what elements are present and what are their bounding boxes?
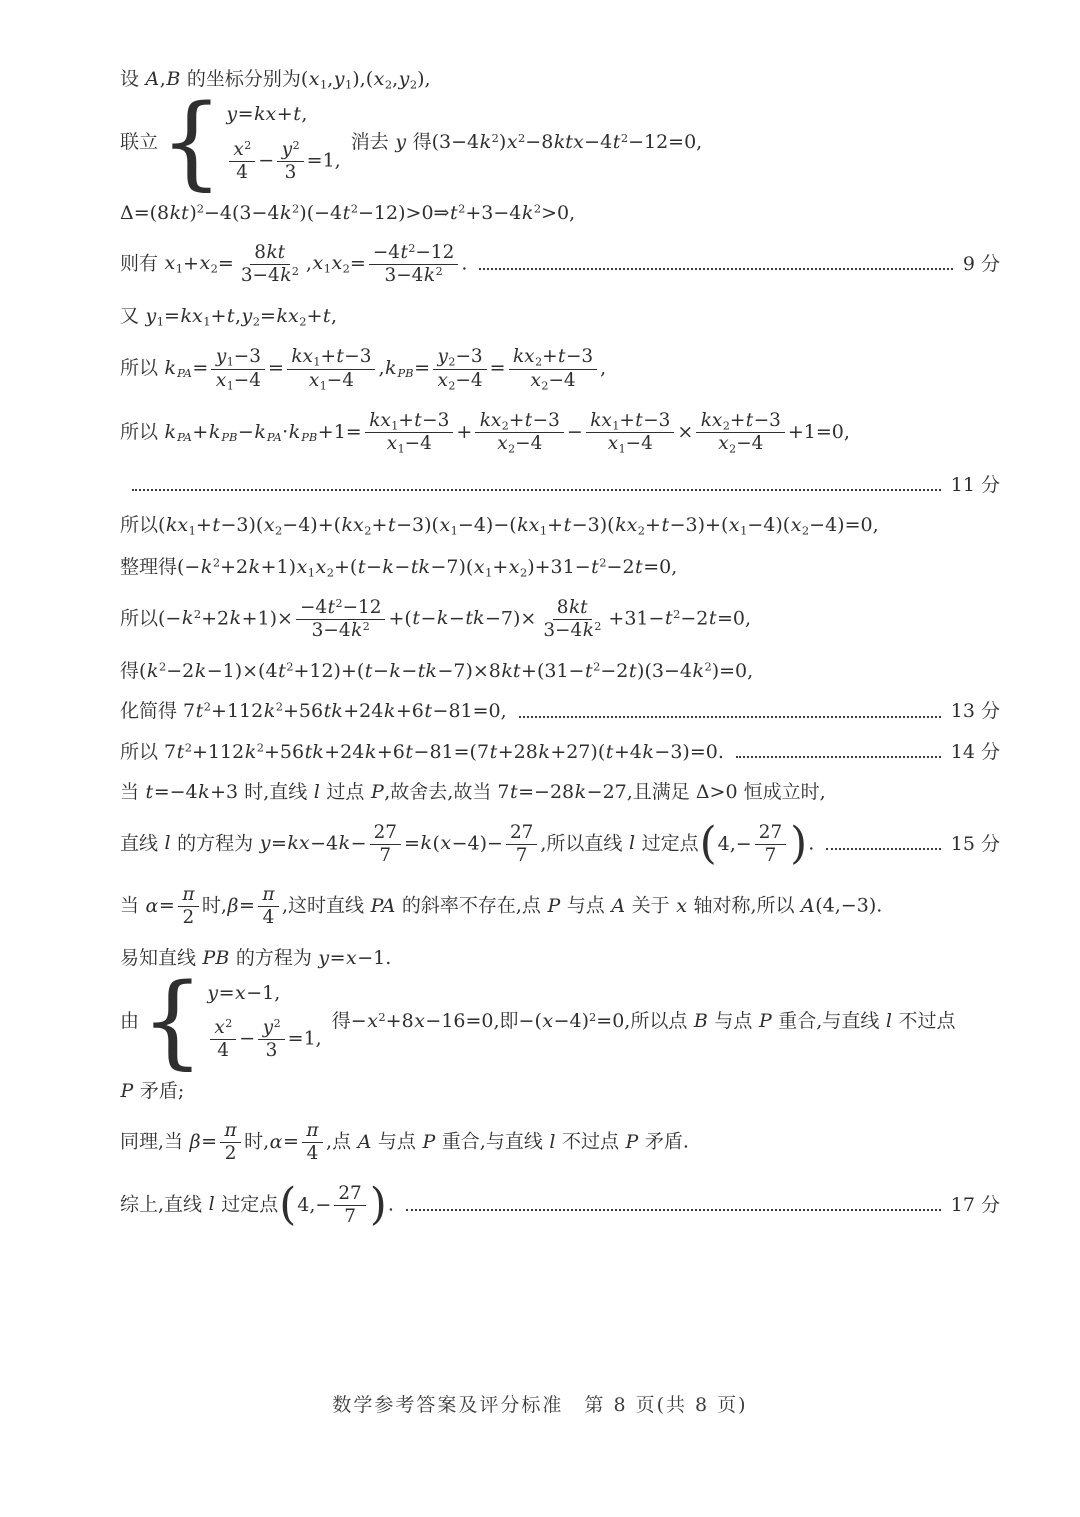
solution-line-13 — [120, 698, 1000, 725]
subscript: PB — [301, 430, 318, 445]
equation-system: { y=kx+t, $\frac{x^2}{4}$ − $\frac{y^2}{3}$ =1, — [160, 84, 341, 202]
superscript: 2 — [458, 201, 466, 216]
subscript: 1 — [307, 564, 316, 579]
solution-line-15 — [120, 779, 1000, 806]
score-mark: 14 分 — [950, 740, 1000, 763]
subscript: 2 — [729, 442, 737, 456]
solution-line-18 — [120, 945, 1000, 972]
superscript: 2 — [491, 131, 499, 146]
solution-line-7 — [120, 408, 1000, 458]
fraction: $\frac{\pi}{4}$ — [302, 1120, 323, 1165]
superscript: 2 — [292, 138, 300, 152]
superscript: 2 — [408, 242, 416, 256]
math-formula: 易知直线 PB 的方程为 y=x−1. — [120, 946, 392, 969]
fraction: $\frac{x^2}{4}$ — [229, 139, 255, 184]
math-formula: 则有 $x_1+x_2=$ $\frac{8kt}{3-4k^2}$ $,x_1x_2=$ $\frac{-4t^2-12}{3-4k^2}$ . — [120, 242, 468, 287]
math-formula: 当 α= $\frac{\pi}{2}$ 时,β= $\frac{\pi}{4}$ ,这时直线 PA 的斜率不存在,点 P 与点 A 关于 x 轴对称,所以 A(4,−3). — [120, 884, 883, 929]
big-paren-group: ( 4,− $\frac{27}{7}$ ) — [279, 1179, 387, 1231]
solution-line-17 — [120, 882, 1000, 931]
superscript: 2 — [203, 699, 212, 714]
math-formula: 所以 $k_{PA}=$ $\frac{y_1-3}{x_1-4}$ = $\frac{kx_1+t-3}{x_1-4}$ $,k_{PB}=$ $\frac{y_2-3}{x_2-4}$ = $\frac{kx_2+t-3}{x_2-4}$ , — [120, 346, 607, 392]
subscript: 2 — [252, 314, 261, 329]
score-mark: 11 分 — [950, 473, 1000, 496]
fraction: $\frac{kx_2+t-3}{x_2-4}$ — [696, 410, 785, 456]
fraction: $\frac{\pi}{2}$ — [220, 1120, 241, 1165]
score-mark: 9 分 — [962, 253, 1000, 276]
math-formula: 所以$(kx_1+t-3)(x_2-4)+(kx_2+t-3)(x_1-4)-(kx_1+t-3)(kx_2+t-3)+(x_1-4)(x_2-4)=0$, — [120, 514, 879, 538]
subscript: 2 — [409, 77, 418, 92]
subscript: 1 — [345, 77, 353, 92]
math-formula: 所以$(-k^2+2k+1)\times$ $\frac{-4t^2-12}{3-4k^2}$ +(t−k−tk−7)× $\frac{8kt}{3-4k^2}$ $+31-t^2-2t=0$, — [120, 596, 752, 641]
score-mark: 17 分 — [950, 1193, 1000, 1216]
subscript: 1 — [485, 564, 493, 579]
subscript: 2 — [448, 355, 456, 369]
superscript: 2 — [704, 659, 712, 674]
solution-line-11 — [120, 595, 1000, 644]
fraction: $\frac{27}{7}$ — [370, 822, 401, 867]
math-formula: 由 { y=x−1, $\frac{x^2}{4}$ − $\frac{y^2}{3}$ =1, 得$-x^2+8x-16=0$,即$-(x-4)^2=0$,所以点 B 与点 P 重合,与直线 l 不过点 — [120, 962, 956, 1080]
superscript: 2 — [225, 1017, 233, 1031]
fraction: $\frac{kx_1+t-3}{x_1-4}$ — [586, 410, 675, 456]
subscript: 2 — [637, 523, 646, 538]
subscript: 1 — [188, 523, 196, 538]
solution-line-12 — [120, 658, 1000, 685]
superscript: 2 — [286, 659, 294, 674]
superscript: 2 — [378, 1009, 386, 1024]
fraction: $\frac{-4t^2-12}{3-4k^2}$ — [369, 242, 458, 287]
solution-line-10 — [120, 554, 1000, 581]
solution-line-9 — [120, 512, 1000, 539]
superscript: 2 — [599, 555, 607, 570]
subscript: 2 — [326, 564, 334, 579]
fraction: $\frac{kx_1+t-3}{x_1-4}$ — [287, 346, 376, 392]
solution-line-6 — [120, 344, 1000, 394]
solution-line-22 — [120, 1181, 1000, 1230]
math-formula: 设 A,B 的坐标分别为$(x_1,y_1),(x_2,y_2)$, — [120, 68, 431, 92]
score-mark: 13 分 — [950, 700, 1000, 723]
fraction: $\frac{27}{7}$ — [755, 822, 786, 867]
superscript: 2 — [184, 740, 193, 755]
fraction: $\frac{\pi}{4}$ — [258, 884, 279, 929]
math-formula: 当 t=−4k+3 时,直线 l 过点 P,故舍去,故当 7t=−28k−27,且满足 Δ>0 恒成立时, — [120, 781, 826, 804]
superscript: 2 — [275, 699, 283, 714]
fraction: $\frac{27}{7}$ — [506, 822, 537, 867]
fraction: $\frac{\pi}{2}$ — [178, 884, 199, 929]
system-row: y=kx+t, — [226, 103, 308, 126]
score-mark: 15 分 — [950, 832, 1000, 855]
solution-line-1 — [120, 66, 1000, 93]
subscript: 2 — [210, 261, 218, 276]
superscript: 2 — [435, 264, 443, 278]
fraction: $\frac{kx_1+t-3}{x_1-4}$ — [365, 410, 454, 456]
math-formula: 所以 $k_{PA}+k_{PB}-k_{PA}\cdot k_{PB}+1=$ $\frac{kx_1+t-3}{x_1-4}$ + $\frac{kx_2+t-3}{x_2-4}$ − $\frac{kx_1+t-3}{x_1-4}$ × $\frac{kx_2+t-3}{x_2-4}$ +1=0, — [120, 409, 850, 456]
page-footer: 数学参考答案及评分标准 第 8 页(共 8 页) — [332, 1394, 748, 1416]
system-row: $\frac{x^2}{4}$ − $\frac{y^2}{3}$ =1, — [226, 137, 341, 186]
solution-line-8 — [120, 472, 1000, 499]
dot-leader — [479, 268, 953, 270]
solution-line-19 — [120, 962, 1000, 1080]
subscript: PA — [177, 430, 192, 445]
superscript: 2 — [518, 131, 526, 146]
solution-line-2 — [120, 84, 1000, 202]
subscript: 2 — [535, 355, 543, 369]
superscript: 2 — [256, 740, 264, 755]
dot-leader — [406, 1209, 941, 1211]
system-row: $\frac{x^2}{4}$ − $\frac{y^2}{3}$ =1, — [207, 1015, 322, 1064]
fraction: $\frac{8kt}{3-4k^2}$ — [240, 242, 299, 287]
superscript: 2 — [593, 659, 601, 674]
math-formula: $\Delta=(8kt)^2-4(3-4k^2)(-4t^2-12)>0\Rightarrow t^2+3-4k^2>0$, — [120, 201, 576, 224]
superscript: 2 — [533, 201, 542, 216]
subscript: 2 — [541, 378, 549, 392]
superscript: 2 — [292, 201, 300, 216]
subscript: 1 — [319, 77, 328, 92]
subscript: 2 — [508, 442, 516, 456]
subscript: 1 — [319, 378, 327, 392]
fraction: $\frac{y^2}{3}$ — [277, 139, 303, 184]
subscript: 2 — [722, 419, 730, 433]
equation-system: { y=x−1, $\frac{x^2}{4}$ − $\frac{y^2}{3}$ =1, — [141, 962, 322, 1080]
superscript: 2 — [196, 201, 204, 216]
subscript: 2 — [364, 523, 372, 538]
dot-leader — [826, 848, 941, 850]
solution-line-14 — [120, 739, 1000, 766]
fraction: $\frac{y^2}{3}$ — [258, 1017, 284, 1062]
superscript: 2 — [273, 1017, 281, 1031]
superscript: 2 — [244, 138, 252, 152]
solution-line-5 — [120, 303, 1000, 330]
subscript: 1 — [618, 442, 626, 456]
solution-line-16 — [120, 820, 1000, 869]
dot-leader — [132, 489, 941, 491]
subscript: PB — [397, 366, 414, 381]
subscript: PA — [266, 430, 282, 445]
math-formula: 综上,直线 l 过定点 ( 4,− $\frac{27}{7}$ ) . — [120, 1179, 394, 1231]
superscript: 2 — [362, 619, 370, 633]
superscript: 2 — [673, 607, 681, 622]
superscript: 2 — [594, 619, 602, 633]
subscript: 1 — [175, 261, 184, 276]
subscript: 1 — [391, 419, 399, 433]
math-formula: 得$(k^2-2k-1)\times(4t^2+12)+(t-k-tk-7)\times 8kt+(31-t^2-2t)(3-4k^2)=0$, — [120, 659, 754, 682]
superscript: 2 — [620, 131, 629, 146]
solution-line-21 — [120, 1118, 1000, 1167]
superscript: 2 — [350, 201, 359, 216]
subscript: 1 — [226, 355, 234, 369]
subscript: 1 — [612, 419, 620, 433]
subscript: 2 — [448, 378, 456, 392]
subscript: 2 — [342, 261, 350, 276]
subscript: 1 — [313, 355, 321, 369]
subscript: 2 — [801, 523, 810, 538]
subscript: 1 — [323, 261, 331, 276]
subscript: PB — [221, 430, 238, 445]
fraction: $\frac{27}{7}$ — [334, 1183, 365, 1228]
subscript: 1 — [226, 378, 234, 392]
solution-line-3 — [120, 200, 1000, 227]
superscript: 2 — [291, 264, 299, 278]
fraction: $\frac{kx_2+t-3}{x_2-4}$ — [475, 410, 564, 456]
superscript: 2 — [158, 659, 167, 674]
math-formula: 化简得 $7t^2+112k^2+56tk+24k+6t-81=0$, — [120, 699, 507, 723]
dot-leader — [736, 756, 941, 758]
superscript: 2 — [193, 607, 202, 622]
subscript: 2 — [299, 314, 307, 329]
fraction: $\frac{x^2}{4}$ — [210, 1017, 236, 1062]
solution-line-4 — [120, 240, 1000, 289]
math-formula: 同理,当 β= $\frac{\pi}{2}$ 时,α= $\frac{\pi}{4}$ ,点 A 与点 P 重合,与直线 l 不过点 P 矛盾. — [120, 1120, 689, 1165]
subscript: 1 — [740, 523, 748, 538]
math-formula: 整理得$(-k^2+2k+1)x_1x_2+(t-k-tk-7)(x_1+x_2)+31-t^2-2t=0$, — [120, 555, 678, 579]
fraction: $\frac{y_2-3}{x_2-4}$ — [433, 346, 487, 392]
system-row: y=x−1, — [207, 981, 281, 1004]
big-paren-group: ( 4,− $\frac{27}{7}$ ) — [699, 818, 808, 870]
subscript: 2 — [519, 564, 528, 579]
dot-leader — [519, 716, 941, 718]
superscript: 2 — [212, 555, 221, 570]
math-formula: 所以 $7t^2+112k^2+56tk+24k+6t-81=(7t+28k+27)(t+4k-3)=0$. — [120, 740, 724, 763]
math-formula: 直线 l 的方程为 y=kx−4k− $\frac{27}{7}$ =k(x−4)− $\frac{27}{7}$ ,所以直线 l 过定点 ( 4,− $\frac{27}{7}$ ) . — [120, 818, 815, 870]
subscript: 1 — [539, 523, 548, 538]
subscript: 2 — [384, 77, 393, 92]
fraction: $\frac{-4t^2-12}{3-4k^2}$ — [296, 597, 385, 642]
superscript: 2 — [335, 596, 343, 610]
subscript: 2 — [501, 419, 509, 433]
subscript: 1 — [397, 442, 405, 456]
math-formula: P 矛盾; — [120, 1079, 185, 1102]
fraction: $\frac{y_1-3}{x_1-4}$ — [211, 346, 265, 392]
subscript: PA — [177, 366, 192, 381]
superscript: 2 — [589, 1009, 597, 1024]
solution-line-20 — [120, 1078, 1000, 1105]
subscript: 1 — [450, 523, 458, 538]
fraction: $\frac{kx_2+t-3}{x_2-4}$ — [509, 346, 598, 392]
solution-lines — [120, 66, 1000, 1229]
subscript: 2 — [275, 523, 283, 538]
subscript: 1 — [156, 314, 165, 329]
fraction: $\frac{8kt}{3-4k^2}$ — [543, 597, 602, 641]
math-formula: 联立 { y=kx+t, $\frac{x^2}{4}$ − $\frac{y^2}{3}$ =1, 消去 y 得$(3-4k^2)x^2-8ktx-4t^2-12=0$, — [120, 84, 703, 202]
subscript: 1 — [203, 314, 211, 329]
math-formula: 又 $y_1=kx_1+t,y_2=kx_2+t$, — [120, 304, 338, 329]
